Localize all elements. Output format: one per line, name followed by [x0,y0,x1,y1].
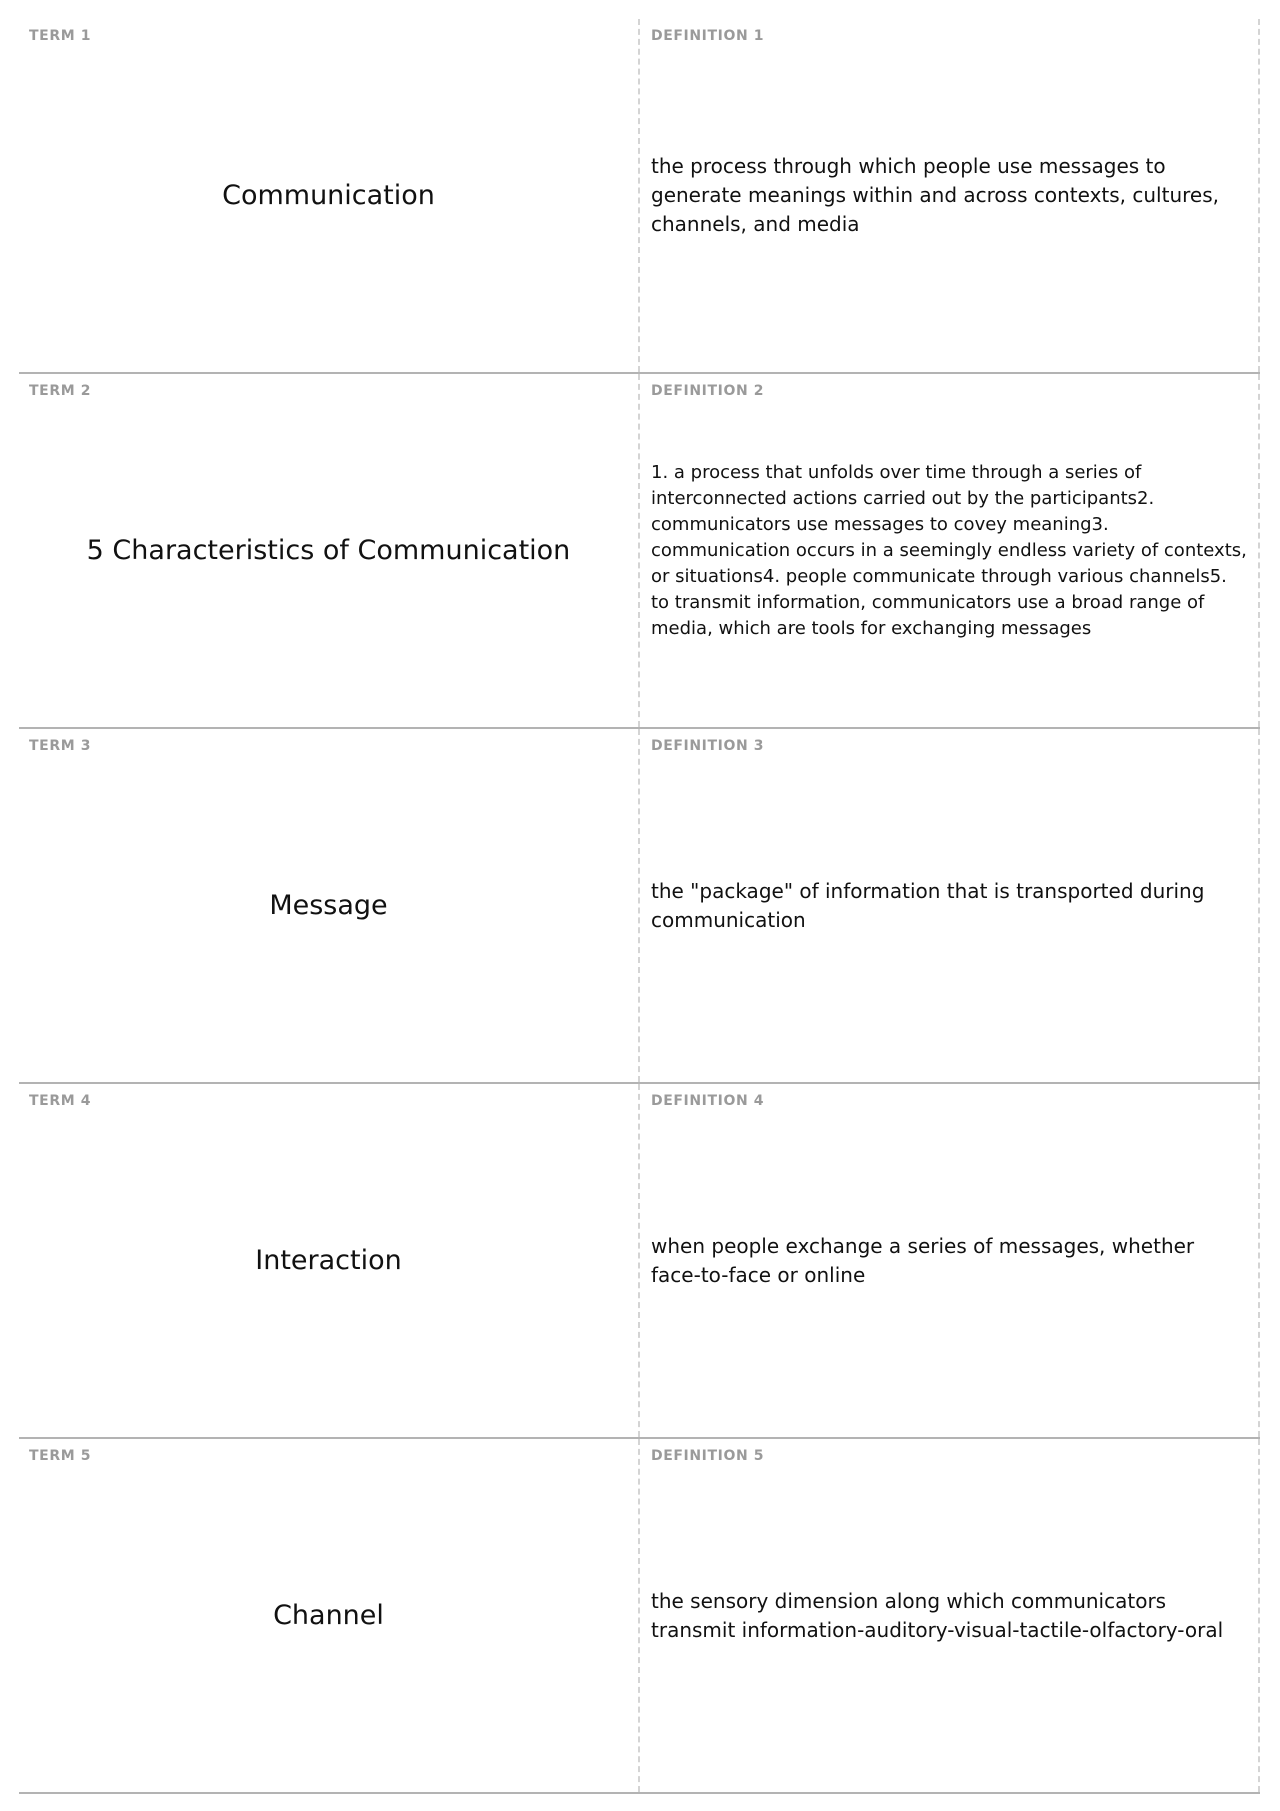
definition-label: DEFINITION 3 [651,738,765,754]
definition-text-wrap [651,729,1250,1082]
card-row-5 [19,1439,1260,1794]
definition-cell [640,374,1260,727]
term-label: TERM 1 [29,28,92,44]
card-row-3 [19,729,1260,1084]
definition-label: DEFINITION 5 [651,1448,765,1464]
card-row-1 [19,19,1260,374]
definition-text-wrap [651,1084,1250,1437]
term-cell [19,729,640,1082]
definition-text-wrap [651,1439,1250,1792]
definition-cell [640,729,1260,1082]
definition-text: when people exchange a series of messages, whether face-to-face or online [651,1233,1195,1287]
flashcard-sheet [19,19,1260,1794]
term-text: Channel [273,1600,384,1631]
card-row-2 [19,374,1260,729]
term-label: TERM 3 [29,738,92,754]
term-cell [19,1439,640,1792]
definition-label: DEFINITION 4 [651,1093,765,1109]
definition-label: DEFINITION 2 [651,383,765,399]
definition-label: DEFINITION 1 [651,28,765,44]
definition-text-wrap [651,19,1250,372]
definition-text: the sensory dimension along which communicators transmit information-auditory-visual-tactile-olfactory-oral [651,1588,1224,1642]
definition-cell [640,19,1260,372]
term-cell [19,1084,640,1437]
term-text: Interaction [255,1245,402,1276]
term-cell [19,374,640,727]
term-label: TERM 4 [29,1093,92,1109]
term-cell [19,19,640,372]
term-text: Communication [222,180,435,211]
definition-cell [640,1439,1260,1792]
definition-text: the "package" of information that is transported during communication [651,878,1205,932]
definition-text: 1. a process that unfolds over time through a series of interconnected actions carried out by the participants2. communicators use messages to covey meaning3. communication occurs in a seemingly endless variety of contexts, or situations4. people communicate through various channels5. to transmit information, communicators use a broad range of media, which are tools for exchanging messages [651,461,1247,639]
card-row-4 [19,1084,1260,1439]
term-text: 5 Characteristics of Communication [86,535,571,566]
term-label: TERM 5 [29,1448,92,1464]
term-label: TERM 2 [29,383,92,399]
term-text: Message [269,890,388,921]
definition-text: the process through which people use messages to generate meanings within and across contexts, cultures, channels, and media [651,154,1219,236]
definition-cell [640,1084,1260,1437]
definition-text-wrap [651,374,1250,727]
